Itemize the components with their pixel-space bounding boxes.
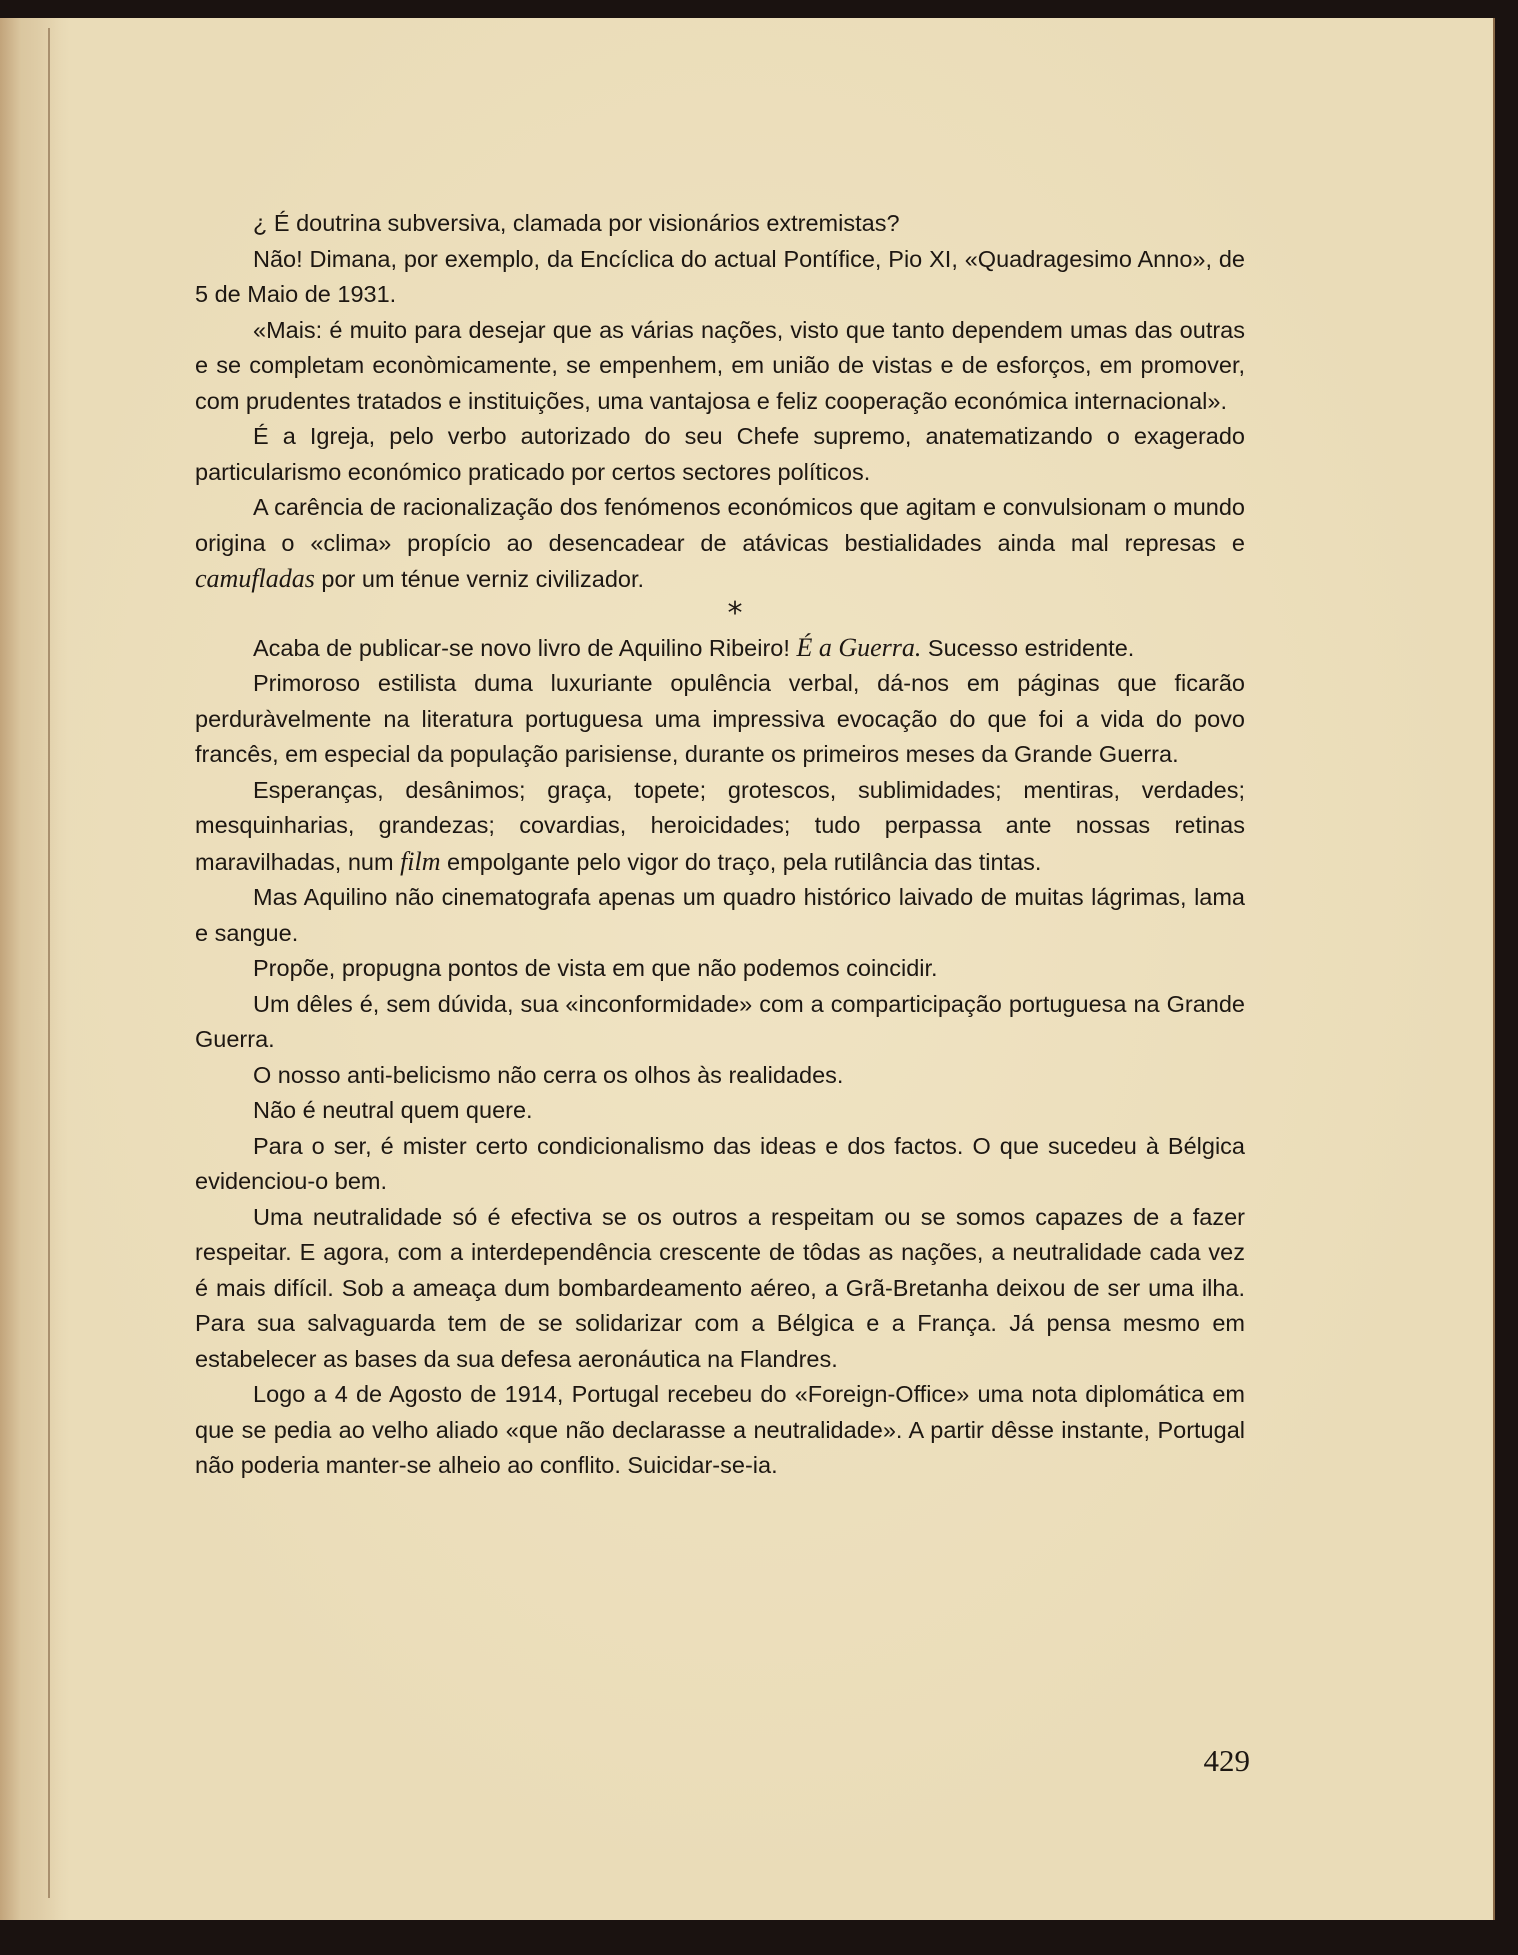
- paragraph: Não é neutral quem quere.: [253, 1097, 533, 1123]
- paragraph: O nosso anti-belicismo não cerra os olhos às realidades.: [253, 1061, 844, 1088]
- text-span: Sucesso estridente.: [921, 634, 1135, 661]
- paragraph: ¿ É doutrina subversiva, clamada por visionários extremistas?: [253, 210, 900, 236]
- paragraph: Mas Aquilino não cinematografa apenas um quadro histórico laivado de muitas lágrimas, lama e sangue.: [195, 884, 1245, 946]
- paragraph: [195, 630, 1245, 667]
- binding-edge: [48, 28, 50, 1898]
- paragraph: [195, 773, 1245, 881]
- paragraph: Logo a 4 de Agosto de 1914, Portugal recebeu do «Foreign-Office» uma nota diplomática em que se pedia ao velho aliado «que não declarasse a neutralidade». A partir dêsse instante, Portugal não poderia manter-se alheio ao conflito. Suicidar-se-ia.: [195, 1381, 1245, 1478]
- text-span: por um ténue verniz civilizador.: [314, 566, 645, 592]
- italic-word: camufladas: [195, 564, 315, 593]
- section-separator: *: [727, 595, 743, 631]
- text-span: Acaba de publicar-se novo livro de Aquilino Ribeiro!: [253, 634, 797, 661]
- paragraph: É a Igreja, pelo verbo autorizado do seu Chefe supremo, anatematizando o exagerado particularismo económico praticado por certos sectores políticos.: [195, 423, 1245, 485]
- page-number: 429: [1203, 1743, 1250, 1778]
- page-spine-shadow: [0, 18, 60, 1920]
- paragraph: Para o ser, é mister certo condicionalismo das ideas e dos factos. O que sucedeu à Bélgica evidenciou-o bem.: [195, 1132, 1245, 1194]
- italic-word: film: [400, 846, 441, 876]
- paragraph: Não! Dimana, por exemplo, da Encíclica do actual Pontífice, Pio XI, «Quadragesimo Anno», de 5 de Maio de 1931.: [195, 245, 1245, 307]
- book-page: [0, 18, 1495, 1920]
- text-span: A carência de racionalização dos fenómenos económicos que agitam e convulsionam o mundo origina o «clima» propício ao desencadear de atávicas bestialidades ainda mal represas e: [195, 494, 1245, 556]
- paragraph-quotation: «Mais: é muito para desejar que as várias nações, visto que tanto dependem umas das outras e se completam econòmicamente, se empenhem, em união de vistas e de esforços, em promover, com prudentes tratados e instituições, uma vantajosa e feliz cooperação económica internacional».: [195, 316, 1245, 414]
- book-title: É a Guerra.: [796, 632, 922, 662]
- page-body-text: [195, 206, 1245, 1484]
- text-span: Esperanças, desânimos; graça, topete; grotescos, sublimidades; mentiras, verdades; mesquinharias, grandezas; covardias, heroicidades; tudo perpassa ante nossas retinas maravilhadas, num: [195, 776, 1245, 875]
- paragraph: Um dêles é, sem dúvida, sua «inconformidade» com a comparticipação portuguesa na Grande Guerra.: [195, 990, 1245, 1052]
- paragraph: Primoroso estilista duma luxuriante opulência verbal, dá-nos em páginas que ficarão perduràvelmente na literatura portuguesa uma impressiva evocação do que foi a vida do povo francês, em especial da população parisiense, durante os primeiros meses da Grande Guerra.: [195, 670, 1245, 767]
- paragraph: Propõe, propugna pontos de vista em que não podemos coincidir.: [253, 955, 938, 981]
- paragraph: [195, 490, 1245, 598]
- text-span: empolgante pelo vigor do traço, pela rutilância das tintas.: [440, 848, 1042, 875]
- paragraph: Uma neutralidade só é efectiva se os outros a respeitam ou se somos capazes de a fazer respeitar. E agora, com a interdependência crescente de tôdas as nações, a neutralidade cada vez é mais difícil. Sob a ameaça dum bombardeamento aéreo, a Grã-Bretanha deixou de ser uma ilha. Para sua salvaguarda tem de se solidarizar com a Bélgica e a França. Já pensa mesmo em estabelecer as bases da sua defesa aeronáutica na Flandres.: [195, 1203, 1245, 1372]
